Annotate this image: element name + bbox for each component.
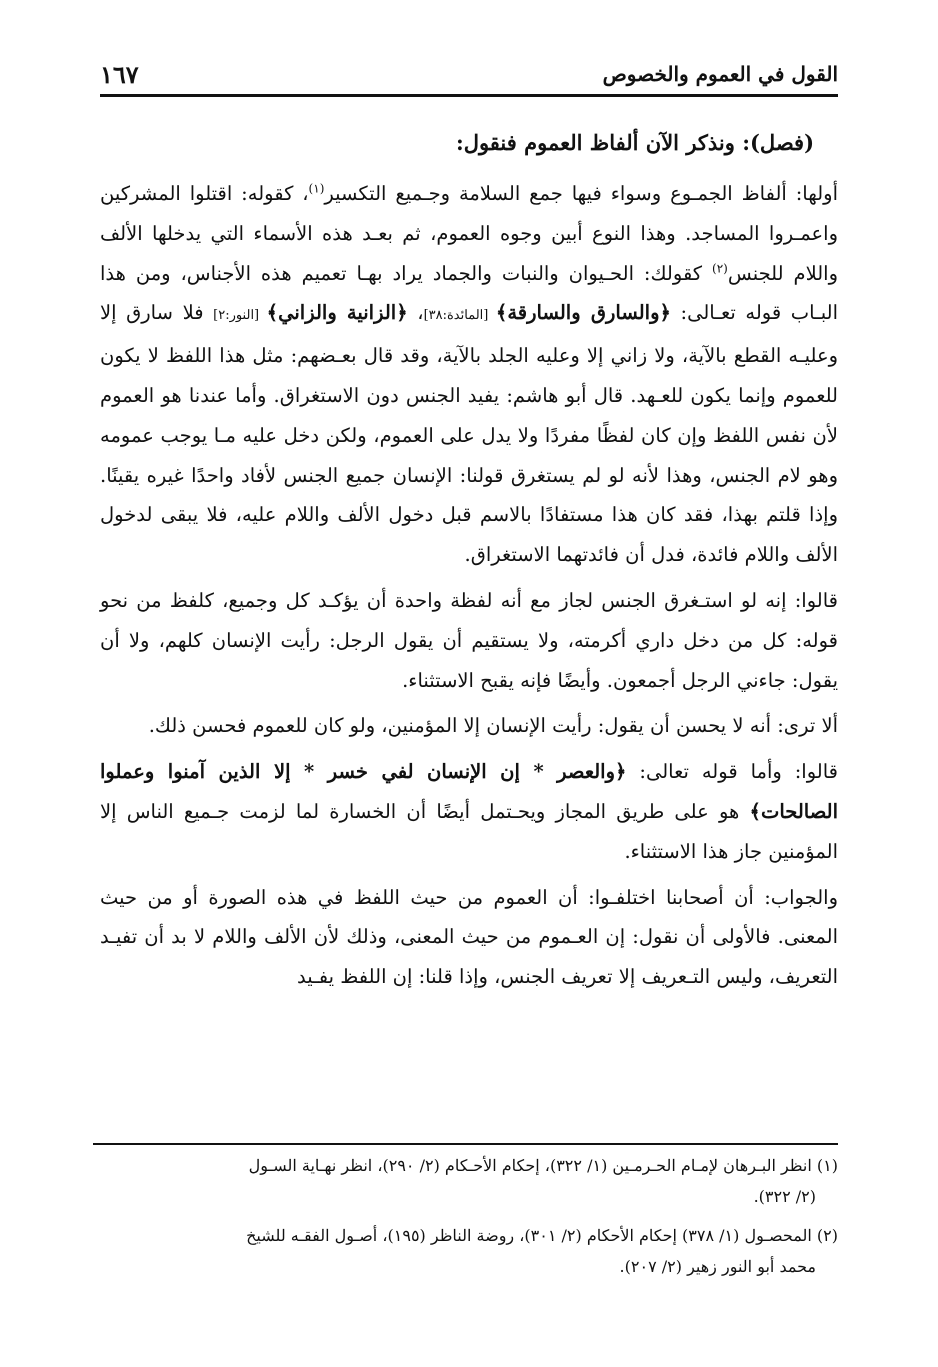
footnotes <box>100 1150 838 1290</box>
footnote-1 <box>100 1150 838 1212</box>
section-heading: (فصل): ونذكر الآن ألفاظ العموم فنقول: <box>455 130 814 155</box>
paragraph-1-text-a: أولها: ألفاظ الجمـوع وسواء فيها جمع السلامة وجـميع التكسير <box>324 182 838 205</box>
quran-ref-1: [المائدة:٣٨] <box>423 308 496 324</box>
quran-quote-1: ﴿والسارق والسارقة﴾ <box>495 301 671 325</box>
page-number: ١٦٧ <box>100 60 139 89</box>
running-title: القول في العموم والخصوص <box>602 62 838 86</box>
paragraph-4 <box>100 752 838 871</box>
paragraph-1 <box>100 174 838 575</box>
paragraph-5: والجواب: أن أصحابنا اختلفـوا: أن العموم من حيث اللفظ في هذه الصورة أو من حيث المعنى. فالأولى أن نقول: إن العـموم من حيث المعنى، وذلك لأن الألف واللام لا بد أن تفيـد التعريف، وليس التـعريف إلا تعريف الجنس، وإذا قلنا: إن اللفظ يفـيد <box>100 885 838 989</box>
quran-ref-2: [النور:٢] <box>213 308 267 324</box>
footnote-divider <box>93 1143 838 1145</box>
paragraph-1-text-d: ، <box>407 301 424 325</box>
footnote-2-line-2: محمد أبو النور زهير (٢/ ٢٠٧). <box>619 1257 816 1276</box>
footnote-1-line-2: (٢/ ٣٢٢). <box>753 1187 816 1206</box>
footnote-2 <box>100 1220 838 1282</box>
paragraph-1-text-c: كقولك: الحـيوان والنبات والجماد يراد بهـا تعميم هذه الأجناس، ومن هذا البـاب قوله تعـالى: <box>100 261 839 325</box>
paragraph-1-text-b: ، كقوله: اقتلوا المشركين واعمـروا المساجد. وهذا النوع أبين وجوه العموم، ثم بعـد هذه الأسماء التي يدخلها الألف واللام للجنس <box>100 182 838 285</box>
main-text <box>100 122 838 1003</box>
footnote-ref-2[interactable]: (٢) <box>712 261 728 276</box>
page-header <box>100 58 838 97</box>
footnote-1-line-1: (١) انظر البـرهان لإمـام الحـرمـين (١/ ٣٢٢)، إحكام الأحـكام (٢/ ٢٩٠)، انظر نهـاية السـول <box>248 1156 838 1175</box>
quran-quote-2: ﴿الزانية والزاني﴾ <box>266 301 408 325</box>
paragraph-4-text-b: هو على طريق المجاز ويحـتمل أيضًا أن الخسارة لما لزمت جـميع الناس إلا المؤمنين جاز هذا الاستثناء. <box>100 799 838 863</box>
footnote-ref-1[interactable]: (١) <box>308 181 325 196</box>
paragraph-4-text-a: قالوا: وأما قوله تعالى: <box>626 760 838 784</box>
paragraph-1-text-e: فلا سارق إلا وعليـه القطع بالآية، ولا زاني إلا وعليه الجلد بالآية، وقد قال بعـضهم: مثل هذا اللفظ لا يكون للعموم وإنما يكون للعـهد. قال أبو هاشم: يفيد الجنس دون الاستغراق. وأما عندنا هو العموم لأن نفس اللفظ وإن كان لفظًا مفردًا ولا يدل على العموم، ولكن دخل عليه مـا يوجب عمومه وهو لام الجنس، وهذا لأنه لو لم يستغرق قولنا: الإنسان جميع الجنس لأفاد واحدًا غيره يقينًا. وإذا قلتم بهذا، فقد كان هذا مستفادًا بالاسم قبل دخول الألف واللام عليه، فلا يبقى لدخول الألف واللام فائدة، فدل أن فائدتهما الاستغراق. <box>100 301 838 567</box>
paragraph-3: ألا ترى: أنه لا يحسن أن يقول: رأيت الإنسان إلا المؤمنين، ولو كان للعموم فحسن ذلك. <box>148 714 838 738</box>
footnote-2-line-1: (٢) المحصـول (١/ ٣٧٨) إحكام الأحكام (٢/ ٣٠١)، روضة الناظر (١٩٥)، أصـول الفقـه للشيخ <box>246 1226 838 1245</box>
paragraph-2: قالوا: إنه لو استـغرق الجنس لجاز مع أنه لفظة واحدة أن يؤكـد كل وجميع، كلفظ من نحو قوله: كل من دخل داري أكرمته، ولا يستقيم أن يقول الرجل: رأيت الإنسان كلهم، ولا أن يقول: جاءني الرجل أجمعون. وأيضًا فإنه يقبح الاستثناء. <box>100 588 838 692</box>
quran-quote-3: ﴿والعصر * إن الإنسان لفي خسر * إلا الذين آمنوا وعملوا الصالحات﴾ <box>100 760 838 823</box>
